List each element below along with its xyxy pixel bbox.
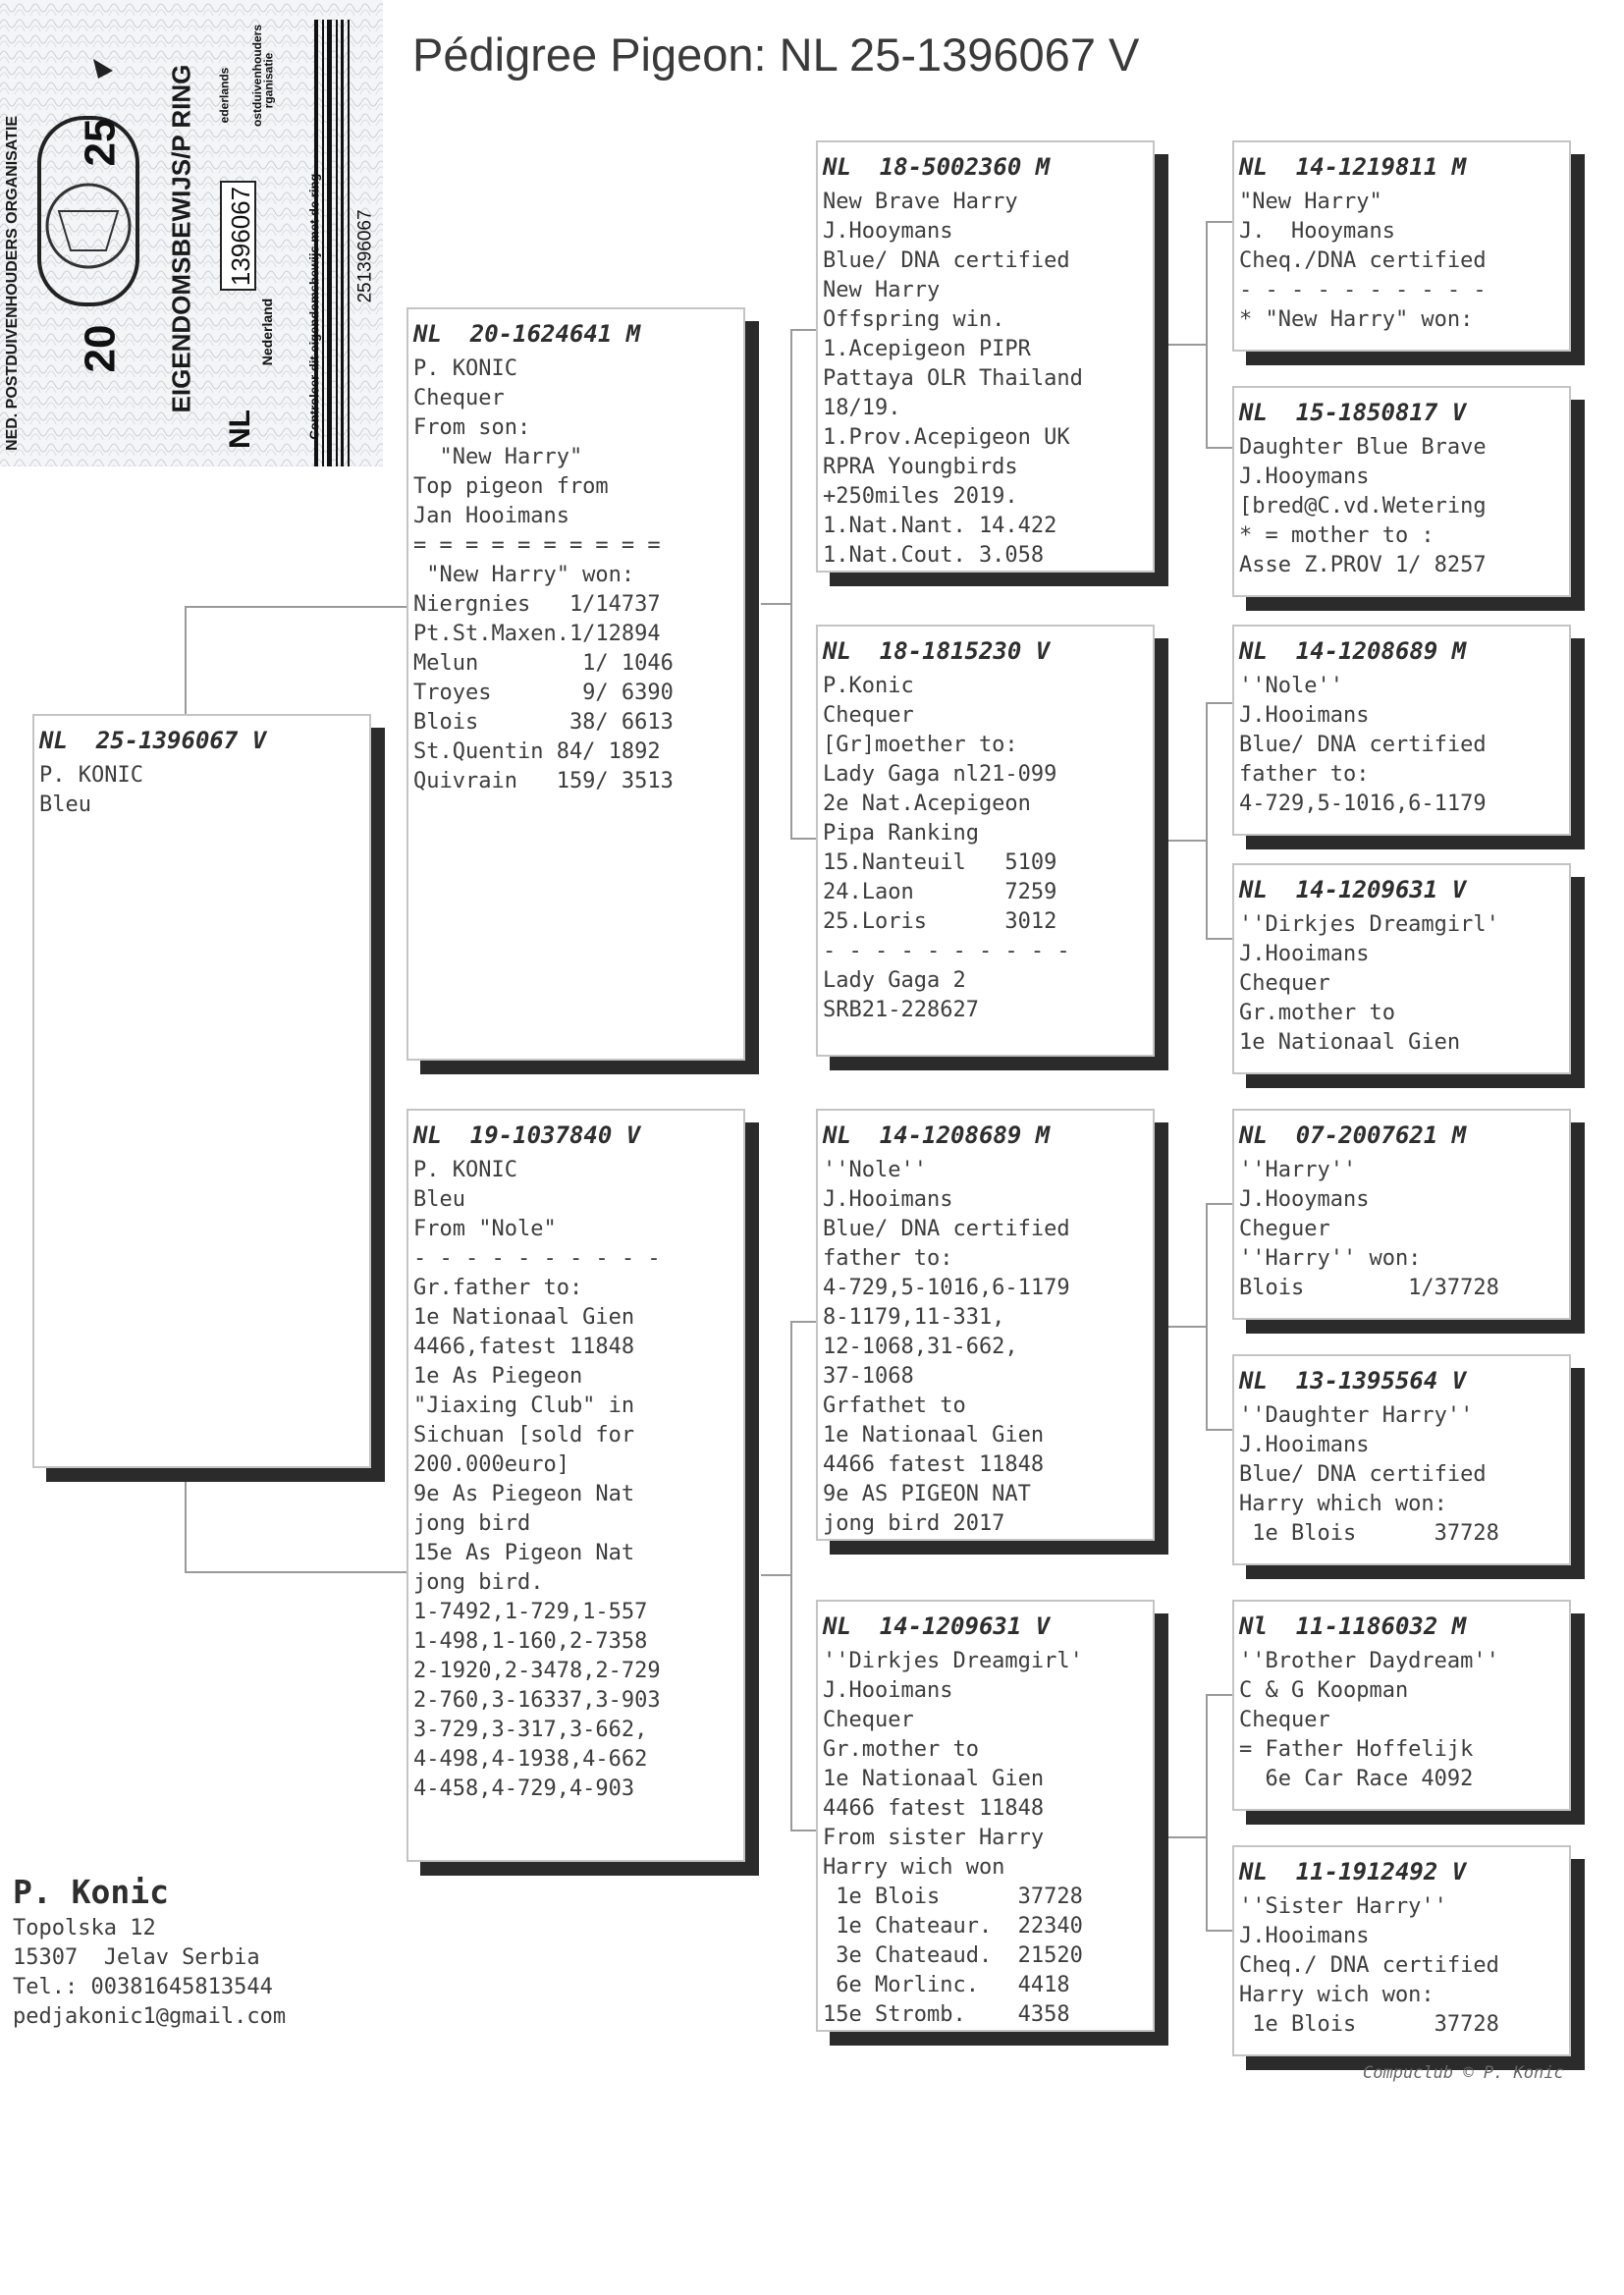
pigeon-info-line: Cheq./DNA certified — [1239, 248, 1487, 273]
pigeon-info-line: RPRA Youngbirds — [823, 455, 1018, 479]
pigeon-info-line: 1-498,1-160,2-7358 — [413, 1629, 648, 1654]
pigeon-info-line: 1e Nationaal Gien — [823, 1767, 1045, 1791]
pigeon-info-line: 4466 fatest 11848 — [823, 1452, 1045, 1477]
pigeon-info-line: 4-729,5-1016,6-1179 — [823, 1276, 1070, 1300]
pigeon-info-line: ''Nole'' — [823, 1158, 927, 1182]
pigeon-info-line: 6e Morlinc. 4418 — [823, 1973, 1070, 1997]
connector — [790, 1321, 817, 1323]
pigeon-info-line: 18/19. — [823, 396, 901, 420]
ring-certificate — [0, 0, 383, 466]
pigeon-info-line: 1e Blois 37728 — [823, 1885, 1083, 1909]
pigeon-ring-id: NL 14-1209631 V — [823, 1612, 1051, 1640]
pigeon-info-line: Cheguer — [1239, 1217, 1330, 1241]
pigeon-info-line: From "Nole" — [413, 1217, 557, 1241]
pigeon-info-line: 2e Nat.Acepigeon — [823, 792, 1031, 816]
pigeon-info-line: Asse Z.PROV 1/ 8257 — [1239, 553, 1487, 577]
pigeon-info-line: New Brave Harry — [823, 190, 1018, 214]
connector — [1206, 447, 1232, 449]
pigeon-ring-id: NL 18-5002360 M — [823, 153, 1051, 181]
pigeon-info-line: P. KONIC — [413, 356, 517, 381]
ring-org-name: NED. POSTDUIVENHOUDERS ORGANISATIE — [4, 115, 21, 451]
connector — [1206, 1694, 1208, 1930]
pigeon-info-line: 1e Nationaal Gien — [1239, 1030, 1461, 1055]
pigeon-info-line: Gr.father to: — [413, 1276, 583, 1300]
pigeon-info-line: ''Brother Daydream'' — [1239, 1649, 1499, 1673]
connector — [790, 1830, 817, 1831]
pigeon-info-line: Sichuan [sold for — [413, 1423, 635, 1448]
pigeon-info-line: * = mother to : — [1239, 523, 1435, 548]
connector — [790, 838, 817, 840]
pigeon-info-line: New Harry — [823, 278, 941, 302]
connector — [185, 1468, 187, 1571]
pigeon-info-line: J.Hooimans — [1239, 1924, 1370, 1948]
pigeon-info-line: Chequer — [1239, 1708, 1330, 1732]
pedigree-card-subject — [32, 714, 371, 1468]
pigeon-info-line: jong bird — [413, 1511, 531, 1536]
pigeon-info-line: Chequer — [413, 386, 505, 410]
pigeon-ring-id: NL 11-1912492 V — [1239, 1858, 1467, 1885]
pigeon-info-line: "Jiaxing Club" in — [413, 1393, 635, 1418]
pigeon-info-line: ''Daughter Harry'' — [1239, 1403, 1474, 1428]
pigeon-info-line: Gr.mother to — [823, 1737, 979, 1762]
pigeon-info-line: 4-458,4-729,4-903 — [413, 1776, 635, 1801]
connector — [1206, 1429, 1232, 1431]
pigeon-info-line: J.Hooymans — [1239, 464, 1370, 489]
page-title: Pédigree Pigeon: NL 25-1396067 V — [412, 28, 1140, 81]
pigeon-info-line: 3e Chateaud. 21520 — [823, 1943, 1083, 1968]
pigeon-info-line: 1e Nationaal Gien — [823, 1423, 1045, 1448]
pigeon-info-line: Pattaya OLR Thailand — [823, 366, 1083, 391]
pigeon-info-line: Quivrain 159/ 3513 — [413, 769, 674, 793]
ring-brand-o: rganisatie — [261, 52, 276, 109]
owner-name: P. Konic — [13, 1873, 169, 1911]
pigeon-info-line: 200.000euro] — [413, 1452, 569, 1477]
ring-year-right: 25 — [76, 118, 125, 167]
pigeon-info-line: St.Quentin 84/ 1892 — [413, 739, 661, 764]
pigeon-info-line: J.Hooymans — [823, 219, 953, 244]
pigeon-info-line: Blue/ DNA certified — [1239, 733, 1487, 757]
connector — [185, 606, 407, 608]
pigeon-info-line: 24.Laon 7259 — [823, 880, 1057, 904]
pedigree-card-ds-sire — [1232, 1109, 1571, 1320]
pigeon-info-line: 15e As Pigeon Nat — [413, 1541, 635, 1565]
owner-phone: Tel.: 00381645813544 — [13, 1975, 273, 1999]
pigeon-info-line: 2-1920,2-3478,2-729 — [413, 1659, 661, 1683]
pigeon-info-line: Bleu — [413, 1187, 465, 1212]
pigeon-ring-id: NL 14-1208689 M — [823, 1121, 1051, 1149]
connector — [790, 329, 792, 840]
owner-city: 15307 Jelav Serbia — [13, 1945, 260, 1970]
connector — [1206, 1930, 1232, 1932]
pigeon-info-line: J.Hooimans — [823, 1187, 953, 1212]
pedigree-card-ss-sire — [1232, 140, 1571, 352]
pigeon-info-line: 1.Acepigeon PIPR — [823, 337, 1031, 361]
pigeon-info-line: 8-1179,11-331, — [823, 1305, 1005, 1330]
footer-credit: Compuclub © P. Konic — [1363, 2063, 1564, 2083]
pigeon-info-line: Niergnies 1/14737 — [413, 592, 661, 617]
pigeon-info-line: Melun 1/ 1046 — [413, 651, 674, 676]
pigeon-info-line: 1e Blois 37728 — [1239, 1521, 1499, 1546]
pigeon-info-line: P.Konic — [823, 674, 914, 698]
pedigree-card-sire-sire — [816, 140, 1155, 573]
pedigree-card-dd-dam — [1232, 1845, 1571, 2056]
pigeon-info-line: [Gr]moether to: — [823, 733, 1018, 757]
pigeon-ring-id: NL 19-1037840 V — [413, 1121, 641, 1149]
connector — [1206, 702, 1208, 938]
pedigree-card-dd-sire — [1232, 1600, 1571, 1811]
pigeon-info-line: - - - - - - - - - - — [1239, 278, 1487, 302]
pigeon-info-line: Harry which won: — [1239, 1492, 1447, 1516]
pigeon-info-line: jong bird. — [413, 1570, 544, 1595]
pigeon-info-line: Bleu — [39, 792, 91, 817]
pigeon-info-line: P. KONIC — [39, 763, 143, 788]
pedigree-card-dam-sire — [816, 1109, 1155, 1541]
pigeon-info-line: "New Harry" — [1239, 190, 1382, 214]
pigeon-info-line: 9e AS PIGEON NAT — [823, 1482, 1031, 1506]
pigeon-ring-id: NL 18-1815230 V — [823, 637, 1051, 665]
pigeon-info-line: 4466,fatest 11848 — [413, 1335, 635, 1359]
pedigree-card-sire-dam — [816, 625, 1155, 1057]
connector — [1154, 1836, 1206, 1838]
pigeon-info-line: = = = = = = = = = = — [413, 533, 661, 558]
pigeon-info-line: ''Harry'' — [1239, 1158, 1357, 1182]
pigeon-info-line: 12-1068,31-662, — [823, 1335, 1018, 1359]
pigeon-info-line: Gr.mother to — [1239, 1001, 1395, 1025]
ring-brand-n: ederlands — [217, 67, 232, 124]
pigeon-info-line: Chequer — [1239, 971, 1330, 996]
pigeon-info-line: ''Sister Harry'' — [1239, 1894, 1447, 1919]
pigeon-info-line: Blue/ DNA certified — [823, 1217, 1070, 1241]
pigeon-info-line: Blois 38/ 6613 — [413, 710, 674, 735]
pigeon-info-line: Harry wich won: — [1239, 1983, 1435, 2007]
pigeon-info-line: Blois 1/37728 — [1239, 1276, 1499, 1300]
pigeon-info-line: Chequer — [823, 703, 914, 728]
ring-barcode-number: 251396067 — [354, 209, 376, 303]
pedigree-card-sd-dam — [1232, 863, 1571, 1074]
pigeon-info-line: ''Dirkjes Dreamgirl' — [1239, 912, 1499, 937]
pigeon-info-line: 1e As Piegeon — [413, 1364, 583, 1389]
pigeon-info-line: Cheq./ DNA certified — [1239, 1953, 1499, 1978]
pigeon-info-line: 2-760,3-16337,3-903 — [413, 1688, 661, 1713]
pigeon-info-line: Harry wich won — [823, 1855, 1005, 1880]
pigeon-info-line: P. KONIC — [413, 1158, 517, 1182]
pedigree-card-dam — [406, 1109, 745, 1862]
pigeon-info-line: 1.Nat.Nant. 14.422 — [823, 514, 1057, 538]
pigeon-info-line: 1.Prov.Acepigeon UK — [823, 425, 1070, 450]
pigeon-info-line: Troyes 9/ 6390 — [413, 681, 674, 705]
pigeon-info-line: father to: — [1239, 762, 1370, 787]
pigeon-info-line: Jan Hooimans — [413, 504, 569, 528]
connector — [761, 603, 790, 605]
connector — [1206, 1694, 1232, 1696]
owner-contact — [13, 1871, 286, 2032]
pigeon-info-line: J.Hooymans — [1239, 1187, 1370, 1212]
pigeon-info-line: +250miles 2019. — [823, 484, 1018, 509]
pigeon-info-line: 6e Car Race 4092 — [1239, 1767, 1474, 1791]
pedigree-card-ss-dam — [1232, 386, 1571, 597]
pedigree-card-sire — [406, 307, 745, 1061]
connector — [1154, 344, 1206, 346]
pigeon-ring-id: Nl 11-1186032 M — [1239, 1612, 1467, 1640]
pigeon-info-line: J.Hooimans — [823, 1678, 953, 1703]
pigeon-info-line: From sister Harry — [823, 1826, 1045, 1850]
pigeon-ring-id: NL 14-1219811 M — [1239, 153, 1467, 181]
ring-nederland: Nederland — [259, 298, 276, 366]
connector — [1206, 938, 1232, 940]
pigeon-info-line: father to: — [823, 1246, 953, 1271]
pigeon-info-line: J.Hooimans — [1239, 703, 1370, 728]
pigeon-info-line: - - - - - - - - - - — [823, 939, 1070, 963]
ring-year-left: 20 — [76, 324, 125, 373]
pigeon-info-line: From son: — [413, 415, 531, 440]
connector — [1206, 221, 1208, 447]
pigeon-info-line: Lady Gaga nl21-099 — [823, 762, 1057, 787]
pigeon-info-line: 1e Chateaur. 22340 — [823, 1914, 1083, 1939]
pigeon-info-line: Offspring win. — [823, 307, 1005, 332]
connector — [1206, 1203, 1232, 1205]
pigeon-info-line: 9e As Piegeon Nat — [413, 1482, 635, 1506]
pigeon-info-line: "New Harry" won: — [413, 563, 635, 587]
ring-brand-p: ostduivenhouders — [250, 24, 265, 128]
pigeon-info-line: Pt.St.Maxen.1/12894 — [413, 622, 661, 646]
ring-instruction: Controleer dit eigendomsbewijs met de ring — [306, 173, 322, 440]
pigeon-info-line: Grfathet to — [823, 1393, 966, 1418]
connector — [1206, 702, 1232, 704]
pigeon-info-line: Blue/ DNA certified — [823, 248, 1070, 273]
connector — [185, 1571, 407, 1573]
ring-country: NL — [224, 410, 256, 449]
pigeon-info-line: jong bird 2017 — [823, 1511, 1005, 1536]
pedigree-card-ds-dam — [1232, 1354, 1571, 1565]
pigeon-info-line: [bred@C.vd.Wetering — [1239, 494, 1487, 519]
connector — [1206, 221, 1232, 223]
pigeon-ring-id: NL 20-1624641 M — [413, 320, 641, 348]
pigeon-ring-id: NL 13-1395564 V — [1239, 1367, 1467, 1394]
owner-email: pedjakonic1@gmail.com — [13, 2004, 287, 2029]
pigeon-info-line: ''Dirkjes Dreamgirl' — [823, 1649, 1083, 1673]
pedigree-card-dam-dam — [816, 1600, 1155, 2032]
pigeon-info-line: 15e Stromb. 4358 — [823, 2002, 1070, 2027]
pigeon-info-line: 37-1068 — [823, 1364, 914, 1389]
pigeon-info-line: 25.Loris 3012 — [823, 909, 1057, 934]
pigeon-info-line: "New Harry" — [413, 445, 583, 469]
pigeon-info-line: 4466 fatest 11848 — [823, 1796, 1045, 1821]
pigeon-ring-id: NL 15-1850817 V — [1239, 399, 1467, 426]
connector — [1154, 840, 1206, 842]
pigeon-ring-id: NL 25-1396067 V — [39, 727, 267, 754]
pigeon-info-line: = Father Hoffelijk — [1239, 1737, 1474, 1762]
connector — [1154, 1326, 1206, 1328]
pigeon-info-line: ''Harry'' won: — [1239, 1246, 1422, 1271]
pigeon-info-line: 15.Nanteuil 5109 — [823, 850, 1057, 875]
pigeon-info-line: 3-729,3-317,3-662, — [413, 1718, 648, 1742]
pigeon-info-line: J. Hooymans — [1239, 219, 1395, 244]
pigeon-info-line: SRB21-228627 — [823, 998, 979, 1022]
owner-address: Topolska 12 — [13, 1916, 156, 1940]
pigeon-info-line: Chequer — [823, 1708, 914, 1732]
pigeon-info-line: J.Hooimans — [1239, 942, 1370, 966]
pigeon-info-line: Top pigeon from — [413, 474, 609, 499]
connector — [1206, 1203, 1208, 1429]
pigeon-info-line: J.Hooimans — [1239, 1433, 1370, 1457]
pigeon-info-line: Daughter Blue Brave — [1239, 435, 1487, 460]
connector — [790, 329, 817, 331]
pigeon-info-line: Pipa Ranking — [823, 821, 979, 846]
pigeon-info-line: C & G Koopman — [1239, 1678, 1409, 1703]
pigeon-info-line: - - - - - - - - - - — [413, 1246, 661, 1271]
connector — [761, 1574, 790, 1576]
ring-number: 1396067 — [226, 186, 256, 287]
pigeon-info-line: 4-729,5-1016,6-1179 — [1239, 792, 1487, 816]
connector — [185, 606, 187, 714]
pigeon-info-line: 1e Blois 37728 — [1239, 2012, 1499, 2037]
pigeon-info-line: * "New Harry" won: — [1239, 307, 1474, 332]
pigeon-info-line: Blue/ DNA certified — [1239, 1462, 1487, 1487]
pigeon-info-line: 1.Nat.Cout. 3.058 — [823, 543, 1045, 568]
ring-document-title: EIGENDOMSBEWIJS/P RING — [166, 64, 196, 413]
pigeon-info-line: 1-7492,1-729,1-557 — [413, 1600, 648, 1624]
pigeon-ring-id: NL 14-1209631 V — [1239, 876, 1467, 903]
pigeon-info-line: ''Nole'' — [1239, 674, 1343, 698]
pigeon-info-line: 1e Nationaal Gien — [413, 1305, 635, 1330]
pedigree-card-sd-sire — [1232, 625, 1571, 836]
pigeon-info-line: Lady Gaga 2 — [823, 968, 966, 993]
pigeon-ring-id: NL 07-2007621 M — [1239, 1121, 1467, 1149]
pigeon-info-line: 4-498,4-1938,4-662 — [413, 1747, 648, 1772]
pigeon-ring-id: NL 14-1208689 M — [1239, 637, 1467, 665]
connector — [790, 1321, 792, 1831]
